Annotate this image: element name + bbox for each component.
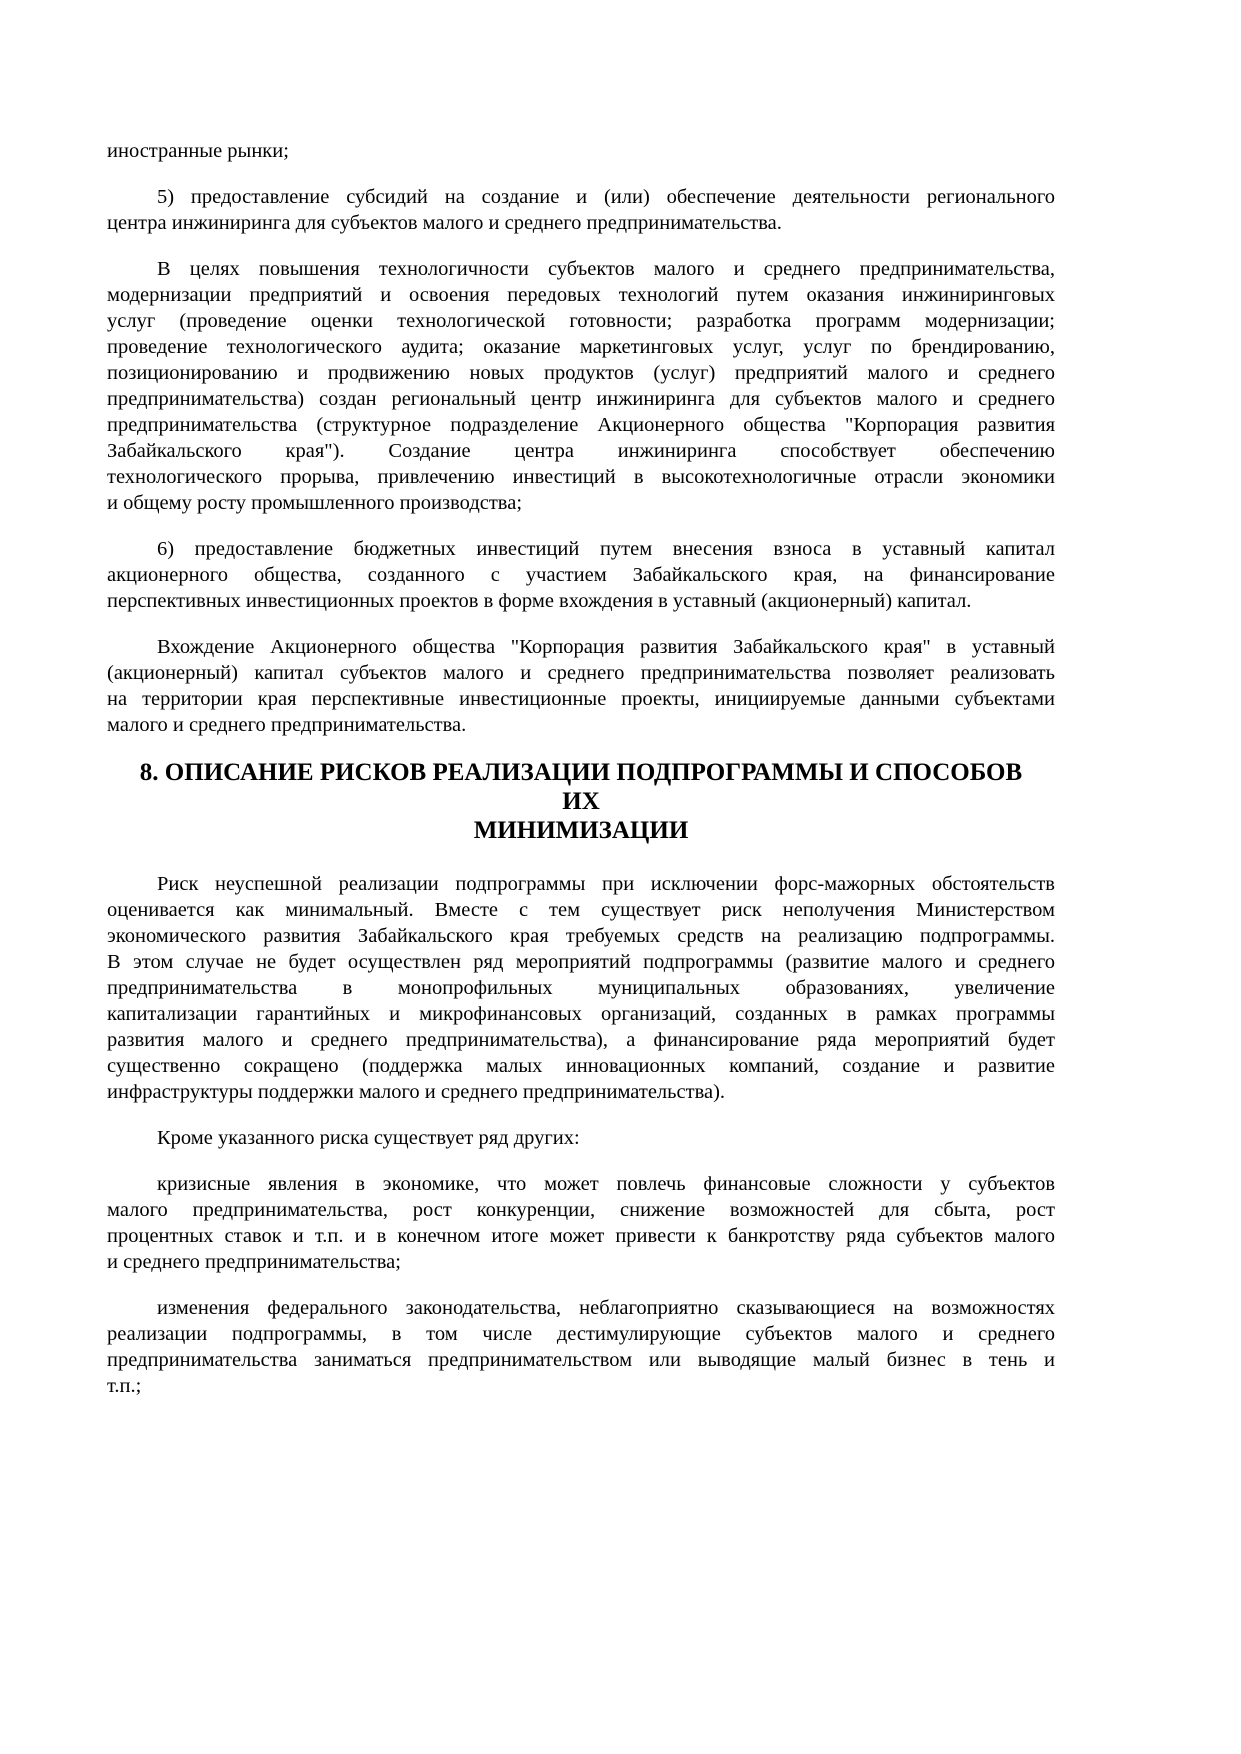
paragraph bbox=[107, 1171, 1055, 1275]
document-page bbox=[107, 138, 1055, 1419]
text-line: инфраструктуры поддержки малого и среднего предпринимательства). bbox=[107, 1081, 726, 1103]
text-line: позиционированию и продвижению новых продуктов (услуг) предприятий малого и среднего bbox=[107, 362, 1055, 384]
paragraph bbox=[107, 871, 1055, 1105]
text-line: В целях повышения технологичности субъектов малого и среднего предпринимательства, bbox=[157, 258, 1055, 280]
text-line: т.п.; bbox=[107, 1375, 142, 1397]
text-line: 5) предоставление субсидий на создание и (или) обеспечение деятельности регионального bbox=[157, 186, 1055, 208]
text-line: центра инжиниринга для субъектов малого и среднего предпринимательства. bbox=[107, 212, 782, 234]
heading-line: ИХ bbox=[562, 788, 600, 815]
paragraph bbox=[107, 634, 1055, 738]
text-line: предпринимательства в монопрофильных муниципальных образованиях, увеличение bbox=[107, 977, 1055, 999]
text-line: Вхождение Акционерного общества "Корпорация развития Забайкальского края" в уставный bbox=[157, 636, 1055, 658]
text-line: В этом случае не будет осуществлен ряд мероприятий подпрограммы (развитие малого и среднего bbox=[107, 951, 1055, 973]
text-line: экономического развития Забайкальского края требуемых средств на реализацию подпрограммы. bbox=[107, 925, 1055, 947]
paragraph bbox=[107, 536, 1055, 614]
heading-line: МИНИМИЗАЦИИ bbox=[473, 817, 689, 844]
text-line: акционерного общества, созданного с участием Забайкальского края, на финансирование bbox=[107, 564, 1055, 586]
text-line: существенно сокращено (поддержка малых инновационных компаний, создание и развитие bbox=[107, 1055, 1055, 1077]
text-line: иностранные рынки; bbox=[107, 140, 289, 162]
text-line: кризисные явления в экономике, что может повлечь финансовые сложности у субъектов bbox=[157, 1173, 1055, 1195]
text-line: модернизации предприятий и освоения передовых технологий путем оказания инжиниринговых bbox=[107, 284, 1055, 306]
text-line: оценивается как минимальный. Вместе с тем существует риск неполучения Министерством bbox=[107, 899, 1055, 921]
text-line: малого предпринимательства, рост конкуренции, снижение возможностей для сбыта, рост bbox=[107, 1199, 1055, 1221]
body-text-bottom bbox=[107, 871, 1055, 1399]
text-line: и общему росту промышленного производства; bbox=[107, 492, 523, 514]
text-line: технологического прорыва, привлечению инвестиций в высокотехнологичные отрасли экономики bbox=[107, 466, 1055, 488]
paragraph bbox=[107, 1295, 1055, 1399]
text-line: услуг (проведение оценки технологической готовности; разработка программ модернизации; bbox=[107, 310, 1055, 332]
text-line: малого и среднего предпринимательства. bbox=[107, 714, 467, 736]
text-line: проведение технологического аудита; оказание маркетинговых услуг, услуг по брендированию, bbox=[107, 336, 1055, 358]
section-heading bbox=[107, 758, 1055, 845]
text-line: на территории края перспективные инвестиционные проекты, инициируемые данными субъектами bbox=[107, 688, 1055, 710]
text-line: процентных ставок и т.п. и в конечном итоге может привести к банкротству ряда субъектов малого bbox=[107, 1225, 1055, 1247]
body-text-top bbox=[107, 138, 1055, 738]
text-line: реализации подпрограммы, в том числе дестимулирующие субъектов малого и среднего bbox=[107, 1323, 1055, 1345]
paragraph bbox=[107, 256, 1055, 516]
paragraph bbox=[107, 1125, 1055, 1151]
paragraph bbox=[107, 184, 1055, 236]
heading-line: 8. ОПИСАНИЕ РИСКОВ РЕАЛИЗАЦИИ ПОДПРОГРАММЫ И СПОСОБОВ bbox=[139, 759, 1023, 786]
text-line: предпринимательства заниматься предпринимательством или выводящие малый бизнес в тень и bbox=[107, 1349, 1055, 1371]
text-line: Кроме указанного риска существует ряд других: bbox=[157, 1127, 580, 1149]
text-line: развития малого и среднего предпринимательства), а финансирование ряда мероприятий будет bbox=[107, 1029, 1055, 1051]
paragraph bbox=[107, 138, 1055, 164]
text-line: капитализации гарантийных и микрофинансовых организаций, созданных в рамках программы bbox=[107, 1003, 1055, 1025]
text-line: Забайкальского края"). Создание центра инжиниринга способствует обеспечению bbox=[107, 440, 1055, 462]
text-line: 6) предоставление бюджетных инвестиций путем внесения взноса в уставный капитал bbox=[157, 538, 1055, 560]
text-line: (акционерный) капитал субъектов малого и среднего предпринимательства позволяет реализовать bbox=[107, 662, 1055, 684]
text-line: Риск неуспешной реализации подпрограммы при исключении форс-мажорных обстоятельств bbox=[157, 873, 1055, 895]
text-line: и среднего предпринимательства; bbox=[107, 1251, 401, 1273]
text-line: перспективных инвестиционных проектов в форме вхождения в уставный (акционерный) капитал. bbox=[107, 590, 972, 612]
text-line: предпринимательства (структурное подразделение Акционерного общества "Корпорация развития bbox=[107, 414, 1055, 436]
text-line: изменения федерального законодательства, неблагоприятно сказывающиеся на возможностях bbox=[157, 1297, 1055, 1319]
text-line: предпринимательства) создан региональный центр инжиниринга для субъектов малого и среднего bbox=[107, 388, 1055, 410]
